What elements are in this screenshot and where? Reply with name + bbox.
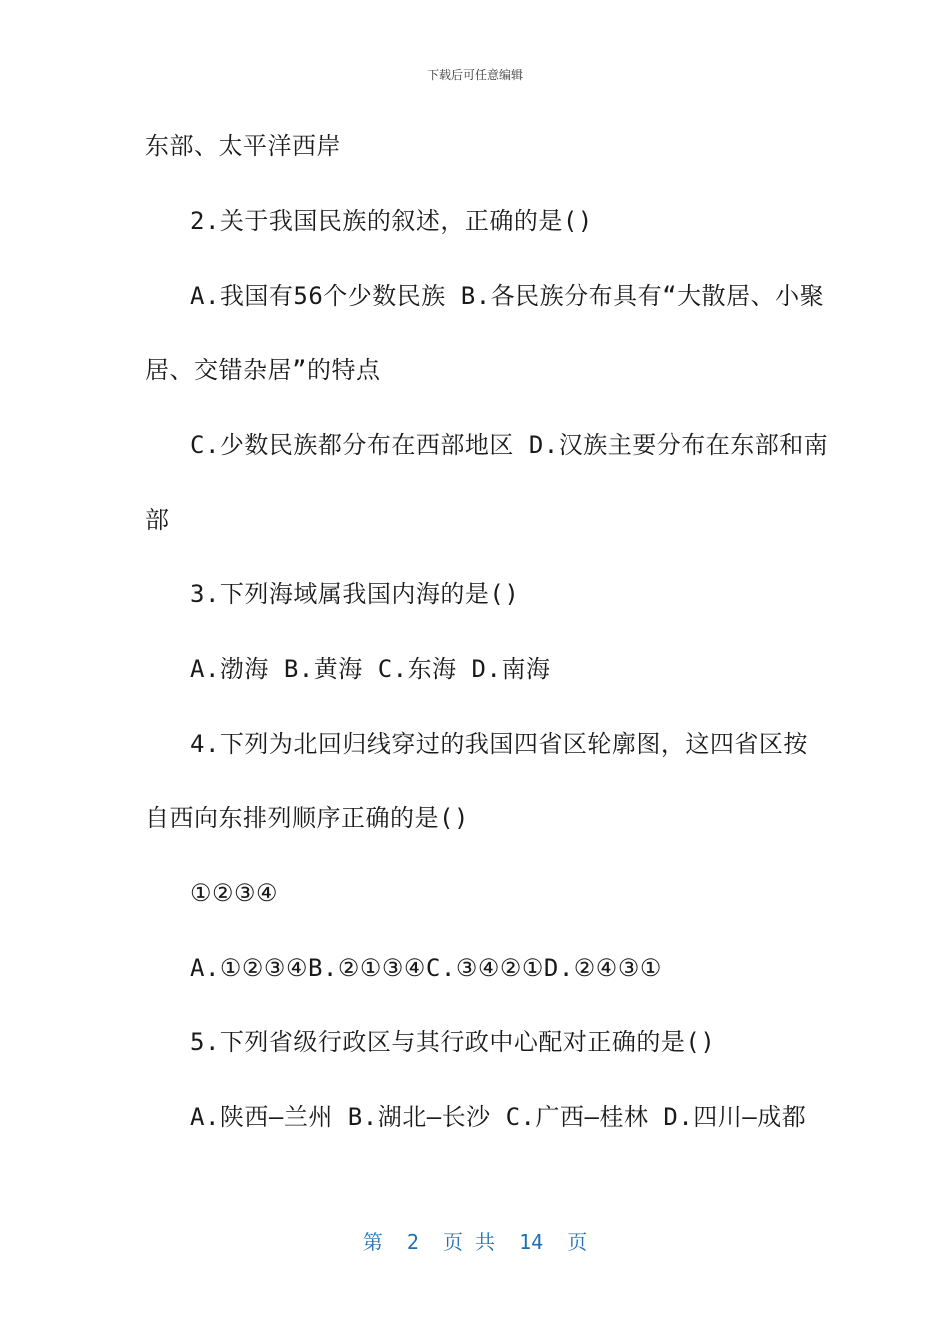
question-5-options: A.陕西—兰州 B.湖北—长沙 C.广西—桂林 D.四川—成都	[190, 1103, 807, 1131]
page-header: 下载后可任意编辑	[426, 68, 523, 82]
page-number-footer: 第 2 页 共 14 页	[362, 1230, 588, 1254]
question-3: 3.下列海域属我国内海的是()	[190, 580, 520, 608]
question-4: 4.下列为北回归线穿过的我国四省区轮廓图，这四省区按	[190, 730, 808, 758]
question-2: 2.关于我国民族的叙述，正确的是()	[190, 207, 593, 235]
question-2-options: A.我国有56个少数民族 B.各民族分布具有“大散居、小聚	[190, 282, 825, 310]
question-2-options-cd-cont: 部	[145, 506, 170, 534]
question-2-options-cd: C.少数民族都分布在西部地区 D.汉族主要分布在东部和南	[190, 431, 829, 459]
question-5: 5.下列省级行政区与其行政中心配对正确的是()	[190, 1028, 716, 1056]
question-2-options-cont: 居、交错杂居”的特点	[145, 356, 381, 384]
question-4-figure-labels: ①②③④	[190, 879, 279, 907]
question-4-options: A.①②③④B.②①③④C.③④②①D.②④③①	[190, 954, 662, 982]
question-3-options: A.渤海 B.黄海 C.东海 D.南海	[190, 655, 551, 683]
text-line: 东部、太平洋西岸	[145, 132, 341, 160]
question-4-cont: 自西向东排列顺序正确的是()	[145, 804, 469, 832]
